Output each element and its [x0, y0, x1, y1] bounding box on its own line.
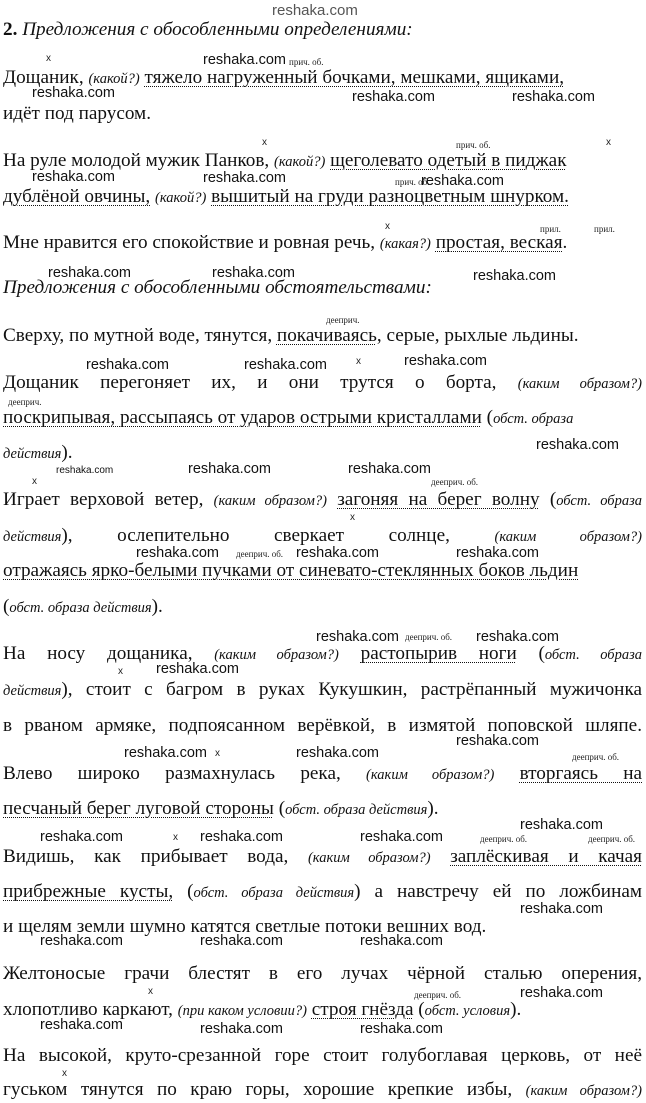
- subject-mark: x: [215, 748, 220, 759]
- watermark: reshaka.com: [212, 265, 296, 281]
- sentence-7-line-1: На носу дощаника, (каким образом?) растопырив ноги (обст. образа: [3, 643, 642, 664]
- watermark: reshaka.com: [520, 901, 604, 917]
- gerund-phrase: заплёскивая и качая: [450, 846, 643, 867]
- subject-mark: x: [62, 1068, 67, 1079]
- sentence-11-line-1: На высокой, круто-срезанной горе стоит голубоглавая церковь, от неё: [3, 1045, 642, 1066]
- watermark: reshaka.com: [188, 461, 272, 477]
- sentence-6-line-4: (обст. образа действия).: [3, 596, 163, 617]
- watermark: reshaka.com: [203, 170, 287, 186]
- label-deeprich: дееприч.: [326, 315, 360, 325]
- sentence-9-line-1: Видишь, как прибывает вода, (каким образом?) заплёскивая и качая: [3, 846, 643, 867]
- sentence-8-line-2: песчаный берег луговой стороны (обст. образа действия).: [3, 798, 439, 819]
- watermark: reshaka.com: [316, 629, 400, 645]
- subject-mark: x: [46, 53, 51, 64]
- watermark: reshaka.com: [536, 437, 620, 453]
- watermark-small: reshaka.com: [56, 465, 114, 476]
- watermark: reshaka.com: [124, 745, 208, 761]
- watermark: reshaka.com: [86, 357, 170, 373]
- watermark: reshaka.com: [352, 89, 436, 105]
- watermark: reshaka.com: [156, 661, 240, 677]
- subject-mark: x: [173, 832, 178, 843]
- sentence-7-line-3: в рваном армяке, подпоясанном верёвкой, в измятой поповской шляпе.: [3, 715, 642, 736]
- sentence-6-line-3: [3, 559, 642, 583]
- watermark: reshaka.com: [512, 89, 596, 105]
- sentence-6-line-2: действия), ослепительно сверкает солнце, (каким образом?): [3, 525, 643, 546]
- subject-mark: x: [32, 476, 37, 487]
- sentence-3: Мне нравится его спокойствие и ровная речь, (какая?) простая, веская.: [3, 232, 568, 253]
- label-deeprich-ob: дееприч. об.: [572, 752, 620, 762]
- watermark: reshaka.com: [520, 817, 604, 833]
- subject-mark: x: [148, 986, 153, 997]
- adjectives: простая, веская: [435, 232, 563, 253]
- gerund-phrase: строя гнёзда: [311, 999, 414, 1020]
- subject-mark: x: [262, 137, 267, 148]
- sentence-8-line-1: Влево широко размахнулась река, (каким образом?) вторгаясь на: [3, 763, 642, 784]
- label-deeprich-ob: дееприч. об.: [414, 990, 462, 1000]
- sentence-5-line-3: действия).: [3, 442, 73, 463]
- watermark: reshaka.com: [40, 933, 124, 949]
- watermark: reshaka.com: [520, 985, 604, 1001]
- watermark: reshaka.com: [360, 829, 444, 845]
- task-number: 2.: [3, 19, 18, 40]
- watermark: reshaka.com: [296, 745, 380, 761]
- watermark: reshaka.com: [473, 268, 557, 284]
- watermark: reshaka.com: [296, 545, 380, 561]
- sentence-1-line-2: идёт под парусом.: [3, 103, 151, 124]
- sentence-4: Сверху, по мутной воде, тянутся, покачиваясь, серые, рыхлые льдины.: [3, 325, 579, 346]
- heading-definitions-text: Предложения с обособленными определениями:: [22, 19, 413, 40]
- sentence-7-line-2: действия), стоит с багром в руках Кукушкин, растрёпанный мужичонка: [3, 679, 642, 700]
- watermark: reshaka.com: [136, 545, 220, 561]
- gerund-phrase: вторгаясь на: [519, 763, 642, 784]
- heading-circumstances: Предложения с обособленными обстоятельствами:: [3, 277, 432, 298]
- sentence-10-line-1: Желтоносые грачи блестят в его лучах чёрной сталью оперения,: [3, 963, 642, 984]
- watermark: reshaka.com: [203, 52, 287, 68]
- watermark: reshaka.com: [200, 1021, 284, 1037]
- participle-phrase: тяжело нагруженный бочками, мешками, ящиками,: [144, 67, 565, 88]
- subject-mark: x: [356, 356, 361, 367]
- sentence-5-line-1: Дощаник перегоняет их, и они трутся о борта, (каким образом?): [3, 372, 642, 393]
- sentence-9-line-3: и щелям земли шумно катятся светлые потоки вешних вод.: [3, 916, 487, 937]
- watermark: reshaka.com: [32, 85, 116, 101]
- label-deeprich-ob: дееприч. об.: [588, 834, 636, 844]
- sentence-5-line-2: поскрипывая, рассыпаясь от ударов острыми кристаллами (обст. образа: [3, 407, 574, 428]
- label-deeprich: дееприч.: [8, 397, 42, 407]
- watermark: reshaka.com: [456, 733, 540, 749]
- label-prich-ob: прич. об.: [456, 140, 491, 150]
- participle-phrase: вышитый на груди разноцветным шнурком.: [211, 186, 569, 207]
- label-deeprich-ob: дееприч. об.: [405, 632, 453, 642]
- label-deeprich-ob: дееприч. об.: [236, 549, 284, 559]
- watermark: reshaka.com: [40, 1017, 124, 1033]
- watermark: reshaka.com: [421, 173, 505, 189]
- watermark: reshaka.com: [456, 545, 540, 561]
- watermark: reshaka.com: [360, 1021, 444, 1037]
- watermark: reshaka.com: [200, 933, 284, 949]
- label-deeprich-ob: дееприч. об.: [431, 477, 479, 487]
- watermark-top: reshaka.com: [272, 2, 358, 19]
- watermark: reshaka.com: [48, 265, 132, 281]
- heading-definitions: [3, 18, 642, 42]
- label-pril: прил.: [540, 224, 561, 234]
- label-prich-ob: прич. об.: [395, 177, 430, 187]
- sentence-9-line-2: прибрежные кусты, (обст. образа действия) а навстречу ей по ложбинам: [3, 881, 643, 902]
- gerund-phrase: растопырив ноги: [360, 643, 517, 664]
- watermark: reshaka.com: [200, 829, 284, 845]
- watermark: reshaka.com: [360, 933, 444, 949]
- subject-mark: x: [606, 137, 611, 148]
- sentence-1-line-1: Дощаник, (какой?) тяжело нагруженный бочками, мешками, ящиками,: [3, 67, 565, 88]
- gerund-phrase: отражаясь ярко-белыми пучками от синевато-стеклянных боков льдин: [3, 560, 579, 581]
- watermark: reshaka.com: [404, 353, 488, 369]
- sentence-6-line-1: Играет верховой ветер, (каким образом?) загоняя на берег волну (обст. образа: [3, 489, 642, 510]
- watermark: reshaka.com: [476, 629, 560, 645]
- label-prich-ob: прич. об.: [289, 57, 324, 67]
- sentence-2-line-2: дублёной овчины, (какой?) вышитый на груди разноцветным шнурком.: [3, 186, 569, 207]
- label-pril: прил.: [594, 224, 615, 234]
- subject-mark: x: [350, 512, 355, 523]
- watermark: reshaka.com: [244, 357, 328, 373]
- sentence-10-line-2: хлопотливо каркают, (при каком условии?) строя гнёзда (обст. условия).: [3, 999, 522, 1020]
- watermark: reshaka.com: [40, 829, 124, 845]
- subject-mark: x: [118, 666, 123, 677]
- subject-mark: x: [385, 221, 390, 232]
- sentence-2-line-1: На руле молодой мужик Панков, (какой?) щеголевато одетый в пиджак: [3, 150, 567, 171]
- watermark: reshaka.com: [348, 461, 432, 477]
- participle-phrase: щеголевато одетый в пиджак: [330, 150, 567, 171]
- gerund-phrase: загоняя на берег волну: [337, 489, 540, 510]
- gerund-phrase: поскрипывая, рассыпаясь от ударов острыми кристаллами: [3, 407, 482, 428]
- label-deeprich-ob: дееприч. об.: [480, 834, 528, 844]
- sentence-11-line-2: гуськом тянутся по краю горы, хорошие крепкие избы, (каким образом?): [3, 1079, 643, 1100]
- watermark: reshaka.com: [32, 169, 116, 185]
- gerund: покачиваясь: [276, 325, 377, 346]
